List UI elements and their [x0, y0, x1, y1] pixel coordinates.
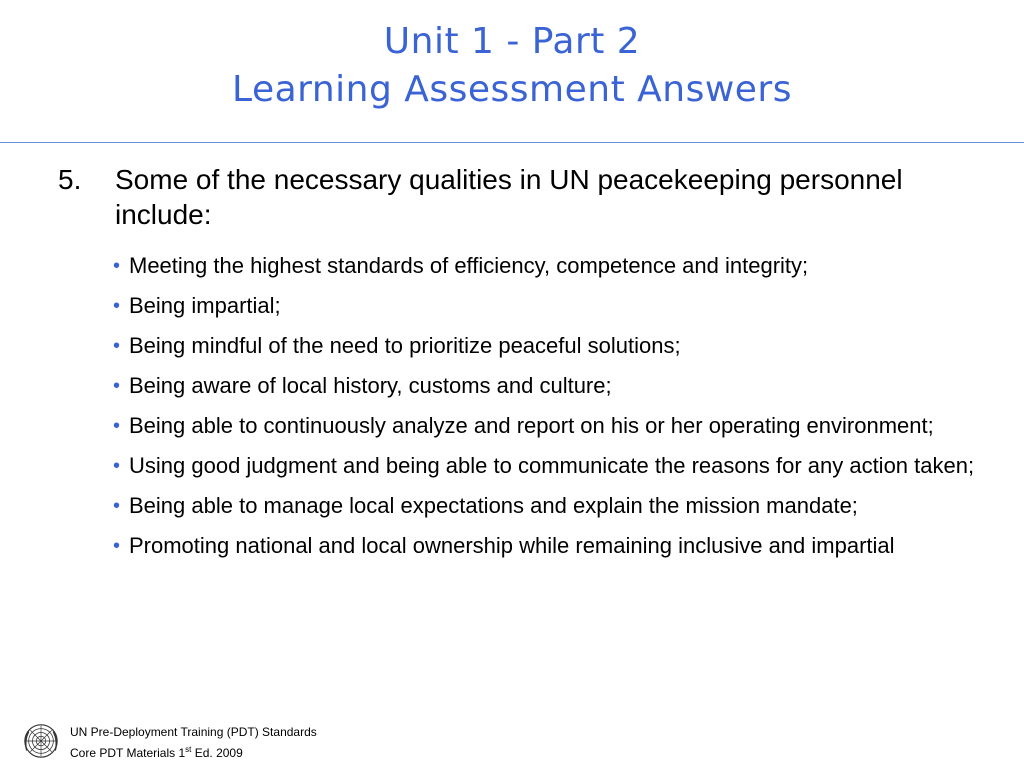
- question-text: Some of the necessary qualities in UN peacekeeping personnel include:: [115, 164, 903, 230]
- slide-title: [0, 18, 1024, 114]
- question: [58, 162, 958, 232]
- answer-list: [113, 250, 983, 570]
- footer-edition-sup: st: [185, 745, 192, 754]
- answer-text: Using good judgment and being able to communicate the reasons for any action taken;: [129, 453, 975, 478]
- footer-edition-prefix: Core PDT Materials 1: [70, 746, 186, 760]
- bullet-icon: •: [113, 415, 121, 437]
- footer-text: [70, 724, 410, 762]
- answer-text: Being impartial;: [129, 293, 281, 318]
- answer-item: [113, 490, 983, 522]
- answer-item: [113, 330, 983, 362]
- title-divider: [0, 142, 1024, 143]
- footer-line-2: [70, 741, 410, 762]
- bullet-icon: •: [113, 455, 121, 477]
- footer-line-1: UN Pre-Deployment Training (PDT) Standards: [70, 725, 317, 739]
- bullet-icon: •: [113, 495, 121, 517]
- bullet-icon: •: [113, 535, 121, 557]
- answer-item: [113, 370, 983, 402]
- answer-text: Meeting the highest standards of efficiency, competence and integrity;: [129, 253, 809, 278]
- question-number: 5.: [58, 164, 82, 195]
- bullet-icon: •: [113, 255, 121, 277]
- answer-item: [113, 250, 983, 282]
- answer-text: Being aware of local history, customs and culture;: [129, 373, 612, 398]
- answer-item: [113, 290, 983, 322]
- un-emblem-icon: [22, 722, 60, 760]
- bullet-icon: •: [113, 295, 121, 317]
- answer-item: [113, 530, 983, 562]
- answer-text: Being able to continuously analyze and report on his or her operating environment;: [129, 413, 934, 438]
- answer-item: [113, 410, 983, 442]
- title-line-1: Unit 1 - Part 2: [383, 21, 641, 62]
- answer-text: Being mindful of the need to prioritize peaceful solutions;: [129, 333, 681, 358]
- answer-text: Being able to manage local expectations and explain the mission mandate;: [129, 493, 858, 518]
- footer-edition-suffix: Ed. 2009: [191, 746, 243, 760]
- title-line-2: Learning Assessment Answers: [232, 69, 792, 110]
- bullet-icon: •: [113, 375, 121, 397]
- answer-text: Promoting national and local ownership while remaining inclusive and impartial: [129, 533, 895, 558]
- bullet-icon: •: [113, 335, 121, 357]
- answer-item: [113, 450, 983, 482]
